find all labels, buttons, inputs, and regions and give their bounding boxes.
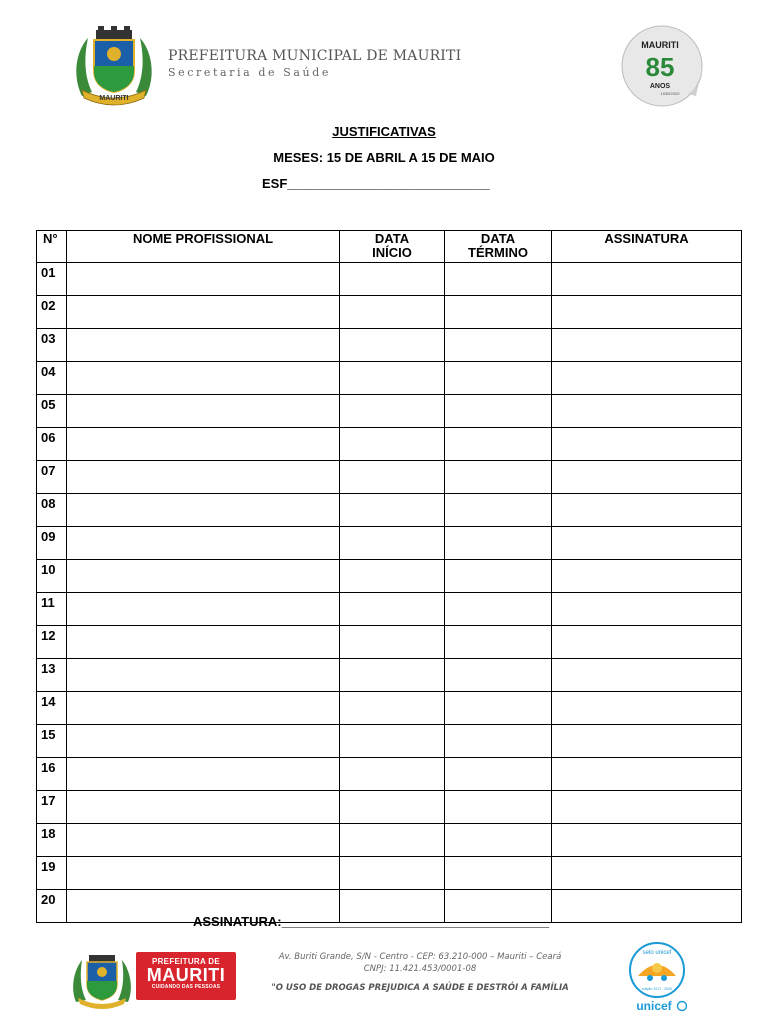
- end-date-cell[interactable]: [445, 560, 552, 593]
- signature-cell[interactable]: [552, 758, 742, 791]
- col-header-signature: ASSINATURA: [552, 231, 742, 263]
- 85-anos-badge-icon: [618, 24, 718, 108]
- start-date-cell[interactable]: [340, 659, 445, 692]
- signature-cell[interactable]: [552, 461, 742, 494]
- row-number: 04: [37, 362, 67, 395]
- col-header-number: N°: [37, 231, 67, 263]
- start-date-cell[interactable]: [340, 725, 445, 758]
- justifications-table: [36, 230, 742, 923]
- col-header-end-date: DATA TÉRMINO: [445, 231, 552, 263]
- end-date-cell[interactable]: [445, 461, 552, 494]
- page-footer: [0, 940, 768, 1024]
- table-row: [37, 725, 742, 758]
- table-header-row: [37, 231, 742, 263]
- months-line: MESES: 15 DE ABRIL A 15 DE MAIO: [273, 150, 495, 165]
- esf-field[interactable]: ESF____________________________: [262, 176, 490, 191]
- signature-cell[interactable]: [552, 296, 742, 329]
- row-number: 08: [37, 494, 67, 527]
- document-title: JUSTIFICATIVAS: [332, 124, 436, 139]
- table-row: [37, 395, 742, 428]
- unicef-seal-icon: [620, 940, 694, 1018]
- signature-cell[interactable]: [552, 428, 742, 461]
- signature-cell[interactable]: [552, 329, 742, 362]
- end-date-cell[interactable]: [445, 725, 552, 758]
- end-date-cell[interactable]: [445, 296, 552, 329]
- table-row: [37, 560, 742, 593]
- start-date-cell[interactable]: [340, 791, 445, 824]
- start-date-cell[interactable]: [340, 494, 445, 527]
- signature-cell[interactable]: [552, 791, 742, 824]
- signature-cell[interactable]: [552, 263, 742, 296]
- name-cell[interactable]: [67, 758, 340, 791]
- signature-cell[interactable]: [552, 560, 742, 593]
- table-row: [37, 263, 742, 296]
- table-row: [37, 692, 742, 725]
- signature-cell[interactable]: [552, 395, 742, 428]
- row-number: 09: [37, 527, 67, 560]
- start-date-cell[interactable]: [340, 527, 445, 560]
- end-date-cell[interactable]: [445, 263, 552, 296]
- end-date-cell[interactable]: [445, 428, 552, 461]
- start-date-cell[interactable]: [340, 296, 445, 329]
- start-date-cell[interactable]: [340, 461, 445, 494]
- footer-address: Av. Buriti Grande, S/N - Centro - CEP: 63.210-000 – Mauriti – Ceará: [278, 952, 562, 962]
- name-cell[interactable]: [67, 791, 340, 824]
- row-number: 19: [37, 857, 67, 890]
- table-row: [37, 857, 742, 890]
- col-header-start-date: DATA INÍCIO: [340, 231, 445, 263]
- row-number: 20: [37, 890, 67, 923]
- name-cell[interactable]: [67, 461, 340, 494]
- table-row: [37, 659, 742, 692]
- page-header: [0, 0, 768, 120]
- name-cell[interactable]: [67, 692, 340, 725]
- end-date-cell[interactable]: [445, 395, 552, 428]
- name-cell[interactable]: [67, 659, 340, 692]
- name-cell[interactable]: [67, 626, 340, 659]
- start-date-cell[interactable]: [340, 692, 445, 725]
- svg-text:MAURITI: MAURITI: [641, 40, 679, 50]
- row-number: 05: [37, 395, 67, 428]
- start-date-cell[interactable]: [340, 428, 445, 461]
- end-date-cell[interactable]: [445, 329, 552, 362]
- row-number: 11: [37, 593, 67, 626]
- start-date-cell[interactable]: [340, 329, 445, 362]
- brand-logo: PREFEITURA DE MAURITI CUIDANDO DAS PESSOAS: [136, 952, 236, 1000]
- name-cell[interactable]: [67, 857, 340, 890]
- end-date-cell[interactable]: [445, 527, 552, 560]
- table-row: [37, 791, 742, 824]
- municipal-crest-small-icon: [72, 952, 132, 1010]
- row-number: 10: [37, 560, 67, 593]
- end-date-cell[interactable]: [445, 659, 552, 692]
- org-subtitle: Secretaria de Saúde: [168, 66, 331, 79]
- municipal-crest-icon: [74, 26, 154, 108]
- start-date-cell[interactable]: [340, 758, 445, 791]
- name-cell[interactable]: [67, 494, 340, 527]
- signature-cell[interactable]: [552, 362, 742, 395]
- name-cell[interactable]: [67, 362, 340, 395]
- table-row: [37, 296, 742, 329]
- table-row: [37, 329, 742, 362]
- name-cell[interactable]: [67, 296, 340, 329]
- end-date-cell[interactable]: [445, 791, 552, 824]
- footer-cnpj: CNPJ: 11.421.453/0001-08: [363, 964, 477, 974]
- signature-cell[interactable]: [552, 890, 742, 923]
- row-number: 03: [37, 329, 67, 362]
- table-row: [37, 428, 742, 461]
- signature-cell[interactable]: [552, 494, 742, 527]
- name-cell[interactable]: [67, 329, 340, 362]
- svg-text:selo unicef: selo unicef: [642, 950, 672, 956]
- footer-slogan: "O USO DE DROGAS PREJUDICA A SAÚDE E DESTRÓI A FAMÍLIA: [271, 983, 569, 993]
- start-date-cell[interactable]: [340, 362, 445, 395]
- row-number: 18: [37, 824, 67, 857]
- start-date-cell[interactable]: [340, 560, 445, 593]
- row-number: 06: [37, 428, 67, 461]
- svg-text:edição 2017 - 2020: edição 2017 - 2020: [642, 987, 672, 991]
- signature-line[interactable]: ASSINATURA:_____________________________________: [193, 914, 550, 929]
- org-title: PREFEITURA MUNICIPAL DE MAURITI: [168, 48, 462, 64]
- end-date-cell[interactable]: [445, 758, 552, 791]
- signature-cell[interactable]: [552, 692, 742, 725]
- table-row: [37, 362, 742, 395]
- row-number: 16: [37, 758, 67, 791]
- row-number: 15: [37, 725, 67, 758]
- svg-text:1935/2020: 1935/2020: [660, 91, 680, 96]
- name-cell[interactable]: [67, 395, 340, 428]
- row-number: 17: [37, 791, 67, 824]
- signature-cell[interactable]: [552, 857, 742, 890]
- table-row: [37, 758, 742, 791]
- table-row: [37, 461, 742, 494]
- end-date-cell[interactable]: [445, 494, 552, 527]
- row-number: 12: [37, 626, 67, 659]
- name-cell[interactable]: [67, 824, 340, 857]
- name-cell[interactable]: [67, 428, 340, 461]
- footer-contact: [250, 951, 590, 994]
- table-row: [37, 527, 742, 560]
- svg-text:85: 85: [645, 52, 675, 82]
- signature-cell[interactable]: [552, 824, 742, 857]
- name-cell[interactable]: [67, 263, 340, 296]
- signature-cell[interactable]: [552, 527, 742, 560]
- row-number: 01: [37, 263, 67, 296]
- col-header-name: NOME PROFISSIONAL: [67, 231, 340, 263]
- end-date-cell[interactable]: [445, 626, 552, 659]
- signature-cell[interactable]: [552, 725, 742, 758]
- end-date-cell[interactable]: [445, 824, 552, 857]
- start-date-cell[interactable]: [340, 395, 445, 428]
- name-cell[interactable]: [67, 560, 340, 593]
- end-date-cell[interactable]: [445, 857, 552, 890]
- org-name-block: [168, 48, 461, 79]
- start-date-cell[interactable]: [340, 857, 445, 890]
- row-number: 02: [37, 296, 67, 329]
- start-date-cell[interactable]: [340, 593, 445, 626]
- end-date-cell[interactable]: [445, 362, 552, 395]
- svg-text:ANOS: ANOS: [649, 83, 671, 90]
- start-date-cell[interactable]: [340, 626, 445, 659]
- signature-cell[interactable]: [552, 659, 742, 692]
- table-row: [37, 494, 742, 527]
- svg-text:MAURITI: MAURITI: [99, 95, 129, 102]
- name-cell[interactable]: [67, 725, 340, 758]
- svg-text:unicef: unicef: [636, 999, 672, 1013]
- signature-cell[interactable]: [552, 593, 742, 626]
- signature-cell[interactable]: [552, 626, 742, 659]
- start-date-cell[interactable]: [340, 263, 445, 296]
- row-number: 14: [37, 692, 67, 725]
- table-row: [37, 593, 742, 626]
- row-number: 13: [37, 659, 67, 692]
- row-number: 07: [37, 461, 67, 494]
- table-row: [37, 626, 742, 659]
- end-date-cell[interactable]: [445, 692, 552, 725]
- name-cell[interactable]: [67, 527, 340, 560]
- table-row: [37, 824, 742, 857]
- end-date-cell[interactable]: [445, 593, 552, 626]
- name-cell[interactable]: [67, 593, 340, 626]
- start-date-cell[interactable]: [340, 824, 445, 857]
